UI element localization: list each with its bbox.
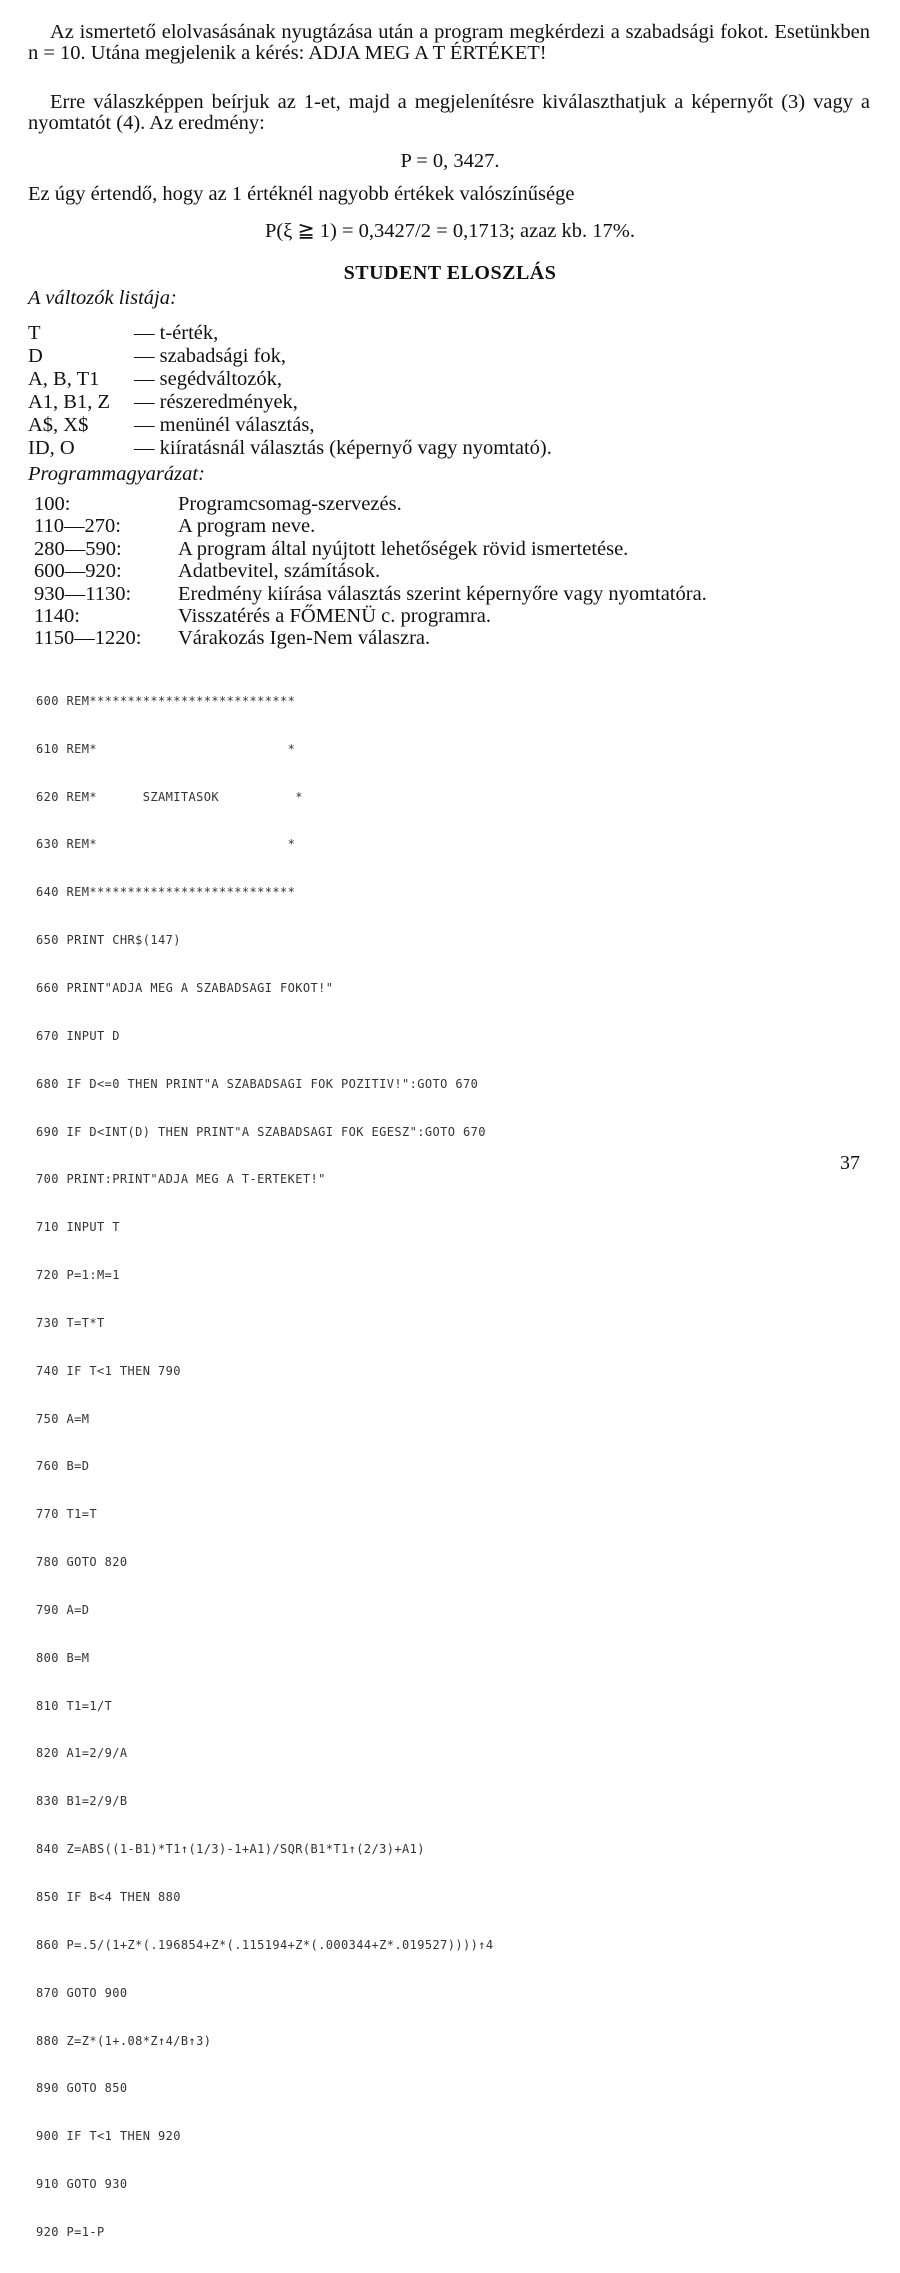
code-line: 660 PRINT"ADJA MEG A SZABADSAGI FOKOT!" [36, 980, 334, 995]
code-line: 710 INPUT T [36, 1220, 120, 1235]
variable-name: D [28, 345, 43, 367]
code-line: 910 GOTO 930 [36, 2177, 128, 2192]
program-explanation-list [34, 493, 707, 650]
program-row [34, 605, 707, 627]
variable-desc: — segédváltozók, [134, 368, 283, 390]
program-line-range: 280—590: [34, 537, 122, 560]
code-line: 690 IF D<INT(D) THEN PRINT"A SZABADSAGI FOK EGESZ":GOTO 670 [36, 1124, 486, 1139]
code-line: 650 PRINT CHR$(147) [36, 933, 181, 948]
code-line: 600 REM*************************** [36, 693, 296, 708]
variable-name: A1, B1, Z [28, 391, 110, 413]
code-line: 870 GOTO 900 [36, 1985, 128, 2000]
code-line: 760 B=D [36, 1459, 90, 1474]
formula-result: P = 0, 3427. [400, 150, 500, 172]
intro-paragraph-1: Az ismertető elolvasásának nyugtázása után a program megkérdezi a szabadsági fokot. Esetünkben n = 10. Utána megjelenik a kérés: ADJA MEG A T ÉRTÉKET! [28, 21, 870, 64]
code-line: 620 REM* SZAMITASOK * [36, 789, 303, 804]
variable-name: A$, X$ [28, 414, 89, 436]
code-line: 880 Z=Z*(1+.08*Z↑4/B↑3) [36, 2033, 212, 2048]
page-number: 37 [840, 1152, 860, 1174]
program-line-desc: Programcsomag-szervezés. [178, 493, 402, 515]
variable-desc: — t-érték, [134, 322, 219, 344]
program-line-desc: Adatbevitel, számítások. [178, 560, 381, 583]
intro-paragraph-2: Erre válaszképpen beírjuk az 1-et, majd a megjelenítésre kiválaszthatjuk a képernyőt (3) vagy a nyomtatót (4). Az eredmény: [28, 91, 870, 134]
program-heading: Programmagyarázat: [28, 463, 205, 485]
program-line-range: 110—270: [34, 515, 121, 538]
variable-name: A, B, T1 [28, 368, 100, 390]
code-line: 680 IF D<=0 THEN PRINT"A SZABADSAGI FOK POZITIV!":GOTO 670 [36, 1076, 479, 1091]
formula-probability: P(ξ ≧ 1) = 0,3427/2 = 0,1713; azaz kb. 17%. [265, 220, 635, 242]
variable-desc: — kiíratásnál választás (képernyő vagy nyomtató). [134, 437, 552, 459]
variable-row [28, 437, 552, 460]
section-title: STUDENT ELOSZLÁS [343, 262, 557, 284]
code-line: 730 T=T*T [36, 1315, 105, 1330]
code-line: 750 A=M [36, 1411, 90, 1426]
code-line: 770 T1=T [36, 1507, 97, 1522]
code-line: 610 REM* * [36, 741, 296, 756]
code-line: 810 T1=1/T [36, 1698, 113, 1713]
program-line-range: 600—920: [34, 560, 122, 583]
code-line: 630 REM* * [36, 837, 296, 852]
program-row [34, 515, 707, 537]
program-line-desc: A program neve. [178, 515, 316, 538]
variable-desc: — szabadsági fok, [134, 345, 286, 367]
program-line-desc: A program által nyújtott lehetőségek rövid ismertetése. [178, 537, 629, 560]
program-line-desc: Várakozás Igen-Nem válaszra. [178, 627, 431, 650]
code-line: 790 A=D [36, 1602, 90, 1617]
variables-heading: A változók listája: [28, 287, 177, 309]
variable-row [28, 345, 552, 368]
program-row [34, 538, 707, 560]
code-line: 780 GOTO 820 [36, 1555, 128, 1570]
program-line-range: 1150—1220: [34, 627, 142, 650]
program-row [34, 583, 707, 605]
code-line: 860 P=.5/(1+Z*(.196854+Z*(.115194+Z*(.000344+Z*.019527))))↑4 [36, 1937, 494, 1952]
code-line: 830 B1=2/9/B [36, 1794, 128, 1809]
variable-row [28, 322, 552, 345]
program-row [34, 560, 707, 582]
variable-name: ID, O [28, 437, 75, 459]
code-line: 920 P=1-P [36, 2224, 105, 2239]
program-row [34, 493, 707, 515]
program-line-desc: Visszatérés a FŐMENÜ c. programra. [178, 604, 492, 627]
code-line: 900 IF T<1 THEN 920 [36, 2129, 181, 2144]
program-line-range: 1140: [34, 604, 80, 627]
code-line: 640 REM*************************** [36, 885, 296, 900]
program-line-range: 930—1130: [34, 582, 132, 605]
code-line: 890 GOTO 850 [36, 2081, 128, 2096]
code-line: 700 PRINT:PRINT"ADJA MEG A T-ERTEKET!" [36, 1172, 326, 1187]
program-row [34, 627, 707, 649]
program-line-range: 100: [34, 493, 71, 515]
variable-name: T [28, 322, 41, 344]
variable-row [28, 368, 552, 391]
intro-paragraph-3: Ez úgy értendő, hogy az 1 értéknél nagyobb értékek valószínűsége [28, 183, 575, 205]
variable-desc: — részeredmények, [134, 391, 298, 413]
code-line: 840 Z=ABS((1-B1)*T1↑(1/3)-1+A1)/SQR(B1*T1↑(2/3)+A1) [36, 1842, 425, 1857]
code-line: 740 IF T<1 THEN 790 [36, 1363, 181, 1378]
code-line: 670 INPUT D [36, 1028, 120, 1043]
program-line-desc: Eredmény kiírása választás szerint képernyőre vagy nyomtatóra. [178, 582, 707, 605]
code-line: 720 P=1:M=1 [36, 1268, 120, 1283]
variable-desc: — menünél választás, [134, 414, 315, 436]
code-line: 800 B=M [36, 1650, 90, 1665]
basic-code-listing [36, 662, 876, 2273]
variable-row [28, 391, 552, 414]
variable-list [28, 322, 552, 460]
code-line: 820 A1=2/9/A [36, 1746, 128, 1761]
variable-row [28, 414, 552, 437]
code-line: 850 IF B<4 THEN 880 [36, 1890, 181, 1904]
